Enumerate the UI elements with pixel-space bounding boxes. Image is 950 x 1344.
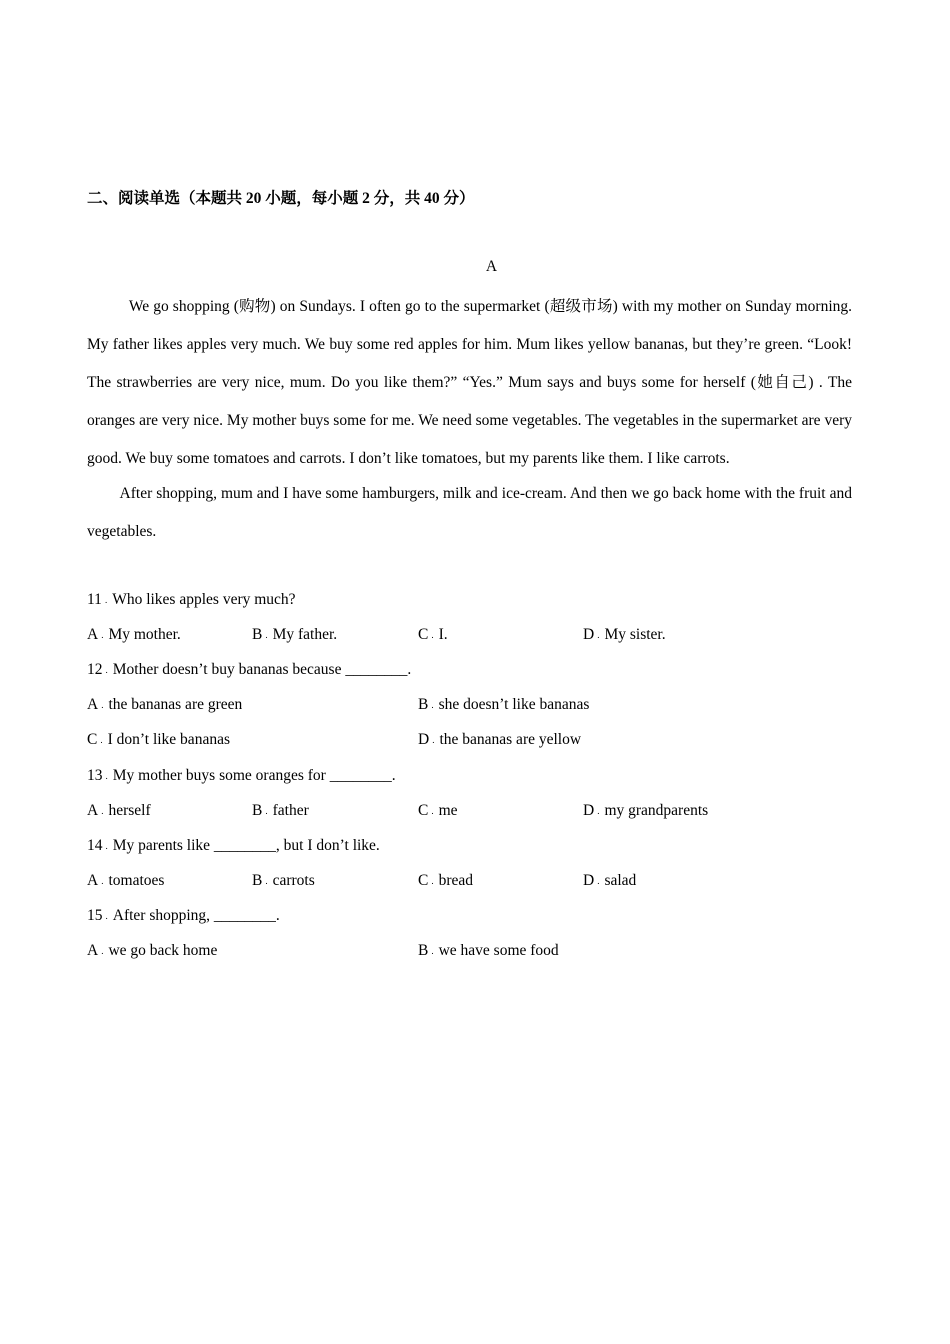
option-c[interactable]: C . I. — [418, 626, 448, 643]
option-c[interactable]: C . bread — [418, 872, 474, 889]
question-number: 13 — [87, 767, 103, 784]
option-c[interactable]: C . me — [418, 802, 458, 819]
option-a[interactable]: A . we go back home — [87, 942, 218, 959]
question-13: 13 . My mother buys some oranges for ________. — [87, 767, 396, 784]
reading-passage — [87, 288, 852, 551]
question-text: Mother doesn’t buy bananas because ________. — [112, 661, 412, 678]
question-text: My mother buys some oranges for ________. — [112, 767, 396, 784]
passage-paragraph: After shopping, mum and I have some hamburgers, milk and ice-cream. And then we go back home with the fruit and vegetables. — [87, 485, 852, 540]
option-b[interactable]: B . we have some food — [418, 942, 559, 959]
question-number: 15 — [87, 907, 103, 924]
question-15: 15 . After shopping, ________. — [87, 907, 280, 924]
passage-letter: A — [485, 258, 498, 275]
question-number: 12 — [87, 661, 103, 678]
option-d[interactable]: D . My sister. — [583, 626, 666, 643]
option-d[interactable]: D . the bananas are yellow — [418, 731, 582, 748]
question-14: 14 . My parents like ________, but I don’t like. — [87, 837, 380, 854]
question-11: 11 . Who likes apples very much? — [87, 591, 296, 608]
option-b[interactable]: B . My father. — [252, 626, 338, 643]
option-b[interactable]: B . father — [252, 802, 309, 819]
option-d[interactable]: D . my grandparents — [583, 802, 709, 819]
question-number: 11 — [87, 591, 102, 608]
option-d[interactable]: D . salad — [583, 872, 637, 889]
option-b[interactable]: B . she doesn’t like bananas — [418, 696, 590, 713]
section-title: 二、阅读单选（本题共 20 小题，每小题 2 分，共 40 分） — [87, 190, 475, 207]
question-text: My parents like ________, but I don’t like. — [112, 837, 380, 854]
question-12: 12 . Mother doesn’t buy bananas because ________. — [87, 661, 412, 678]
question-number: 14 — [87, 837, 103, 854]
option-a[interactable]: A . the bananas are green — [87, 696, 243, 713]
option-a[interactable]: A . My mother. — [87, 626, 181, 643]
option-a[interactable]: A . tomatoes — [87, 872, 165, 889]
option-c[interactable]: C . I don’t like bananas — [87, 731, 230, 748]
passage-paragraph: We go shopping (购物) on Sundays. I often go to the supermarket (超级市场) with my mother on Sunday morning. My father likes apples very much. We buy some red apples for him. Mum likes yellow bananas, but they’re green. “Look! The strawberries are very nice, mum. Do you like them?” “Yes.” Mum says and buys some for herself (她自己) . The oranges are very nice. My mother buys some for me. We need some vegetables. The vegetables in the supermarket are very good. We buy some tomatoes and carrots. I don’t like tomatoes, but my parents like them. I like carrots. — [87, 298, 852, 467]
option-b[interactable]: B . carrots — [252, 872, 315, 889]
option-a[interactable]: A . herself — [87, 802, 151, 819]
question-text: Who likes apples very much? — [112, 591, 296, 608]
question-text: After shopping, ________. — [112, 907, 280, 924]
